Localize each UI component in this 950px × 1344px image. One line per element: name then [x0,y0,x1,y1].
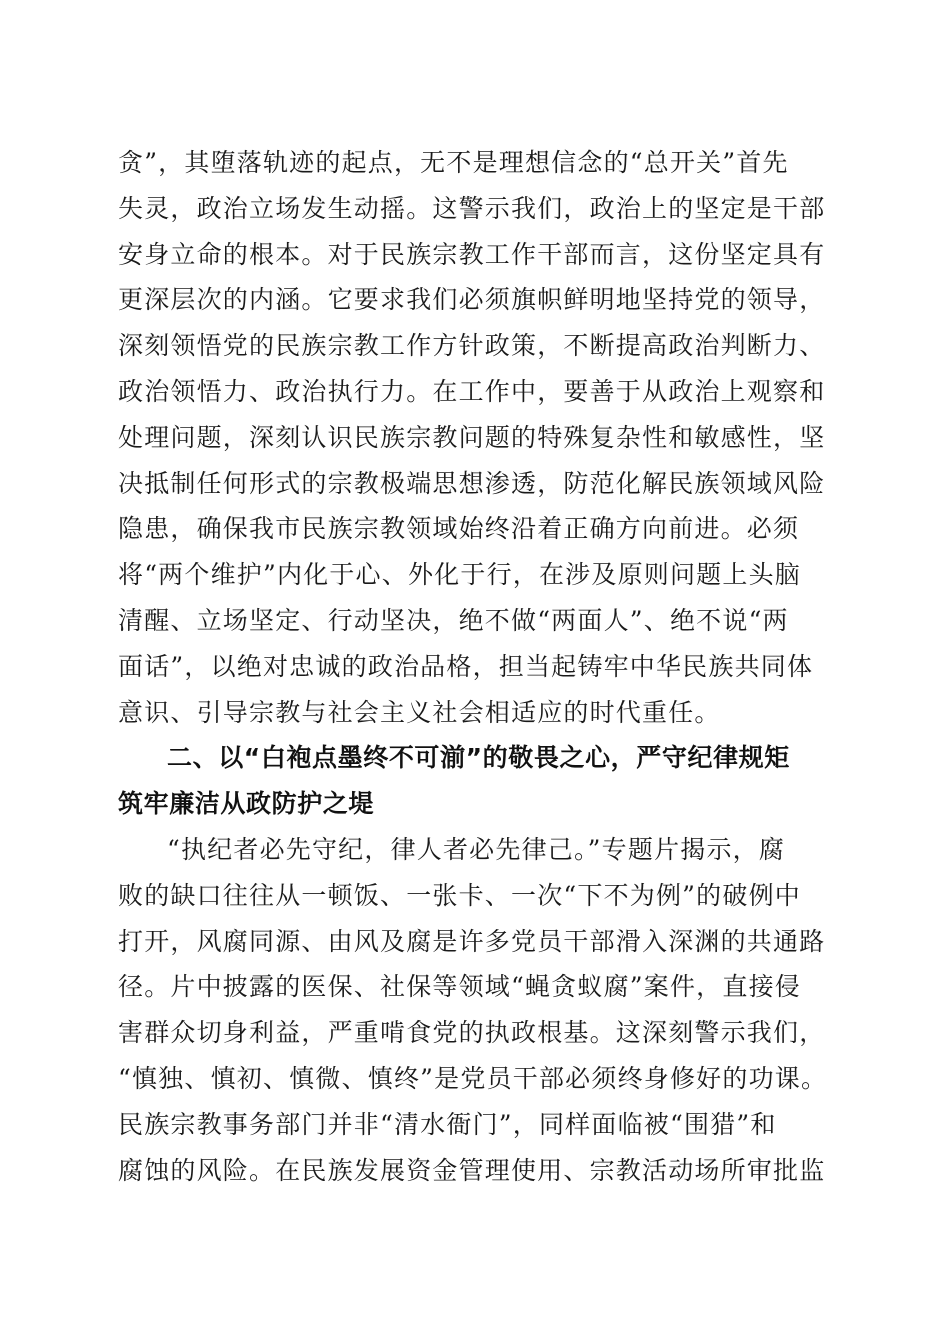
text-line: 安身立命的根本。对于民族宗教工作干部而言，这份坚定具有 [118,239,826,269]
text-line: 隐患，确保我市民族宗教领域始终沿着正确方向前进。必须 [118,514,800,544]
text-line: 将“两个维护”内化于心、外化于行，在涉及原则问题上头脑 [118,560,801,590]
text-line: 更深层次的内涵。它要求我们必须旗帜鲜明地坚持党的领导， [118,285,826,315]
heading-line: 二、以“白袍点墨终不可湔”的敬畏之心，严守纪律规矩 [167,743,790,773]
paragraph-2 [118,827,838,1193]
text-line: 清醒、立场坚定、行动坚决，绝不做“两面人”、绝不说“两 [118,605,789,635]
text-line: 打开，风腐同源、由风及腐是许多党员干部滑入深渊的共通路 [118,926,826,956]
text-line: 决抵制任何形式的宗教极端思想渗透，防范化解民族领域风险 [118,468,826,498]
text-line: 腐蚀的风险。在民族发展资金管理使用、宗教活动场所审批监 [118,1155,826,1185]
paragraph-1 [118,140,838,735]
text-line: 面话”，以绝对忠诚的政治品格，担当起铸牢中华民族共同体 [118,651,814,681]
text-line: 败的缺口往往从一顿饭、一张卡、一次“下不为例”的破例中 [118,880,801,910]
text-line: 政治领悟力、政治执行力。在工作中，要善于从政治上观察和 [118,376,826,406]
text-line: 害群众切身利益，严重啃食党的执政根基。这深刻警示我们， [118,1018,826,1048]
text-line: 意识、引导宗教与社会主义社会相适应的时代重任。 [118,697,721,727]
text-line: 失灵，政治立场发生动摇。这警示我们，政治上的坚定是干部 [118,193,826,223]
text-line: 贪”，其堕落轨迹的起点，无不是理想信念的“总开关”首先 [118,148,789,177]
document-body [118,140,838,1193]
text-line: 处理问题，深刻认识民族宗教问题的特殊复杂性和敏感性，坚 [118,422,826,452]
heading-line: 筑牢廉洁从政防护之堤 [118,789,375,819]
text-line: 民族宗教事务部门并非“清水衙门”，同样面临被“围猎”和 [118,1109,777,1139]
text-line: “执纪者必先守纪，律人者必先律己。”专题片揭示，腐 [167,834,786,864]
text-line: 径。片中披露的医保、社保等领域“蝇贪蚁腐”案件，直接侵 [118,972,801,1002]
text-line: “慎独、慎初、慎微、慎终”是党员干部必须终身修好的功课。 [118,1063,828,1093]
section-heading-2 [118,735,838,827]
text-line: 深刻领悟党的民族宗教工作方针政策，不断提高政治判断力、 [118,331,826,361]
